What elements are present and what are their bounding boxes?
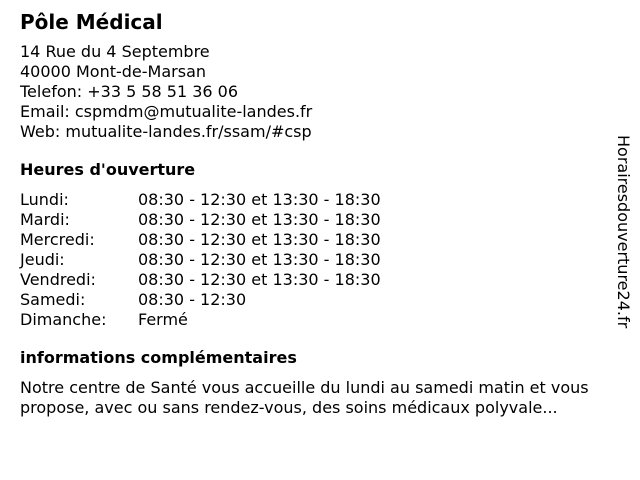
- hours-row-monday: [20, 190, 620, 210]
- time-value: 08:30 - 12:30 et 13:30 - 18:30: [138, 250, 381, 269]
- email-line: Email: cspmdm@mutualite-landes.fr: [20, 102, 313, 121]
- site-watermark: Horairesdouverture24.fr: [614, 135, 633, 329]
- address-city: 40000 Mont-de-Marsan: [20, 62, 207, 81]
- phone-line: Telefon: +33 5 58 51 36 06: [20, 82, 239, 101]
- day-label: Jeudi:: [20, 250, 65, 269]
- day-label: Mardi:: [20, 210, 70, 229]
- hours-row-sunday: [20, 310, 620, 330]
- web-line: Web: mutualite-landes.fr/ssam/#csp: [20, 122, 312, 141]
- page-title: Pôle Médical: [20, 10, 163, 34]
- hours-row-tuesday: [20, 210, 620, 230]
- time-value: Fermé: [138, 310, 188, 329]
- opening-hours-heading: Heures d'ouverture: [20, 160, 196, 179]
- time-value: 08:30 - 12:30: [138, 290, 247, 309]
- hours-row-thursday: [20, 250, 620, 270]
- additional-info-text: Notre centre de Santé vous accueille du lundi au samedi matin et vous propose, avec ou sans rendez-vous, des soins médicaux polyvale...: [20, 378, 589, 417]
- hours-row-saturday: [20, 290, 620, 310]
- hours-row-friday: [20, 270, 620, 290]
- hours-row-wednesday: [20, 230, 620, 250]
- day-label: Samedi:: [20, 290, 86, 309]
- time-value: 08:30 - 12:30 et 13:30 - 18:30: [138, 190, 381, 209]
- additional-info-heading: informations complémentaires: [20, 348, 297, 367]
- day-label: Mercredi:: [20, 230, 95, 249]
- place-card: [20, 10, 620, 418]
- time-value: 08:30 - 12:30 et 13:30 - 18:30: [138, 230, 381, 249]
- day-label: Lundi:: [20, 190, 69, 209]
- opening-hours-table: [20, 190, 620, 330]
- day-label: Vendredi:: [20, 270, 96, 289]
- time-value: 08:30 - 12:30 et 13:30 - 18:30: [138, 210, 381, 229]
- address-street: 14 Rue du 4 Septembre: [20, 42, 210, 61]
- day-label: Dimanche:: [20, 310, 107, 329]
- address-block: [20, 42, 620, 142]
- time-value: 08:30 - 12:30 et 13:30 - 18:30: [138, 270, 381, 289]
